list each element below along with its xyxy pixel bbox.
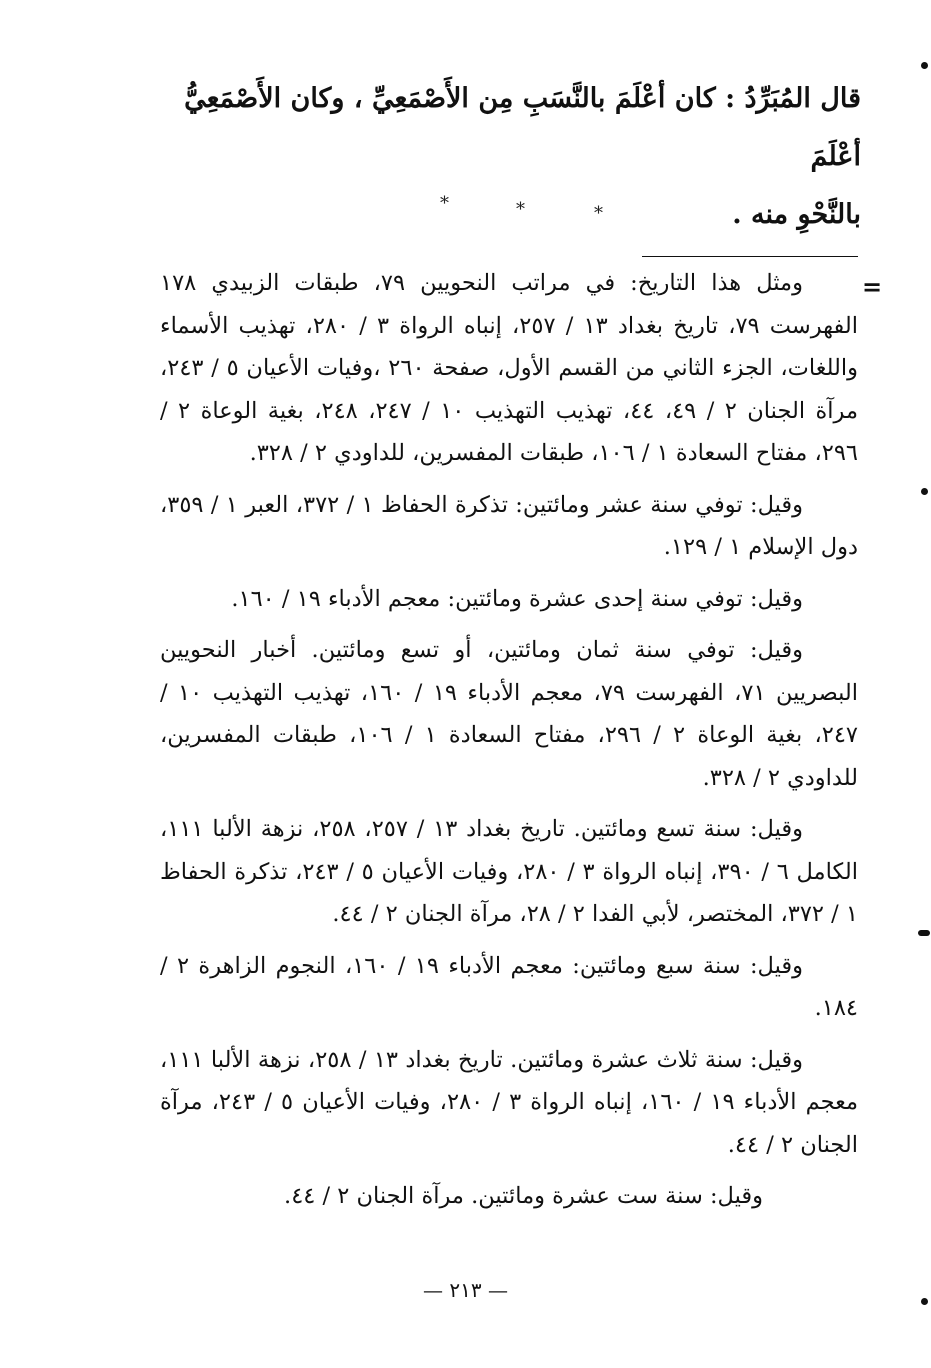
main-text-line-2: بالنَّحْوِ منه . bbox=[732, 199, 861, 230]
footnote-continuation-marker: = bbox=[862, 272, 883, 301]
footnote-paragraph: وقيل: توفي سنة ثمان ومائتين، أو تسع ومائتين. أخبار النحويين البصريين ٧١، الفهرست ٧٩، معجم الأدباء ١٩ / ١٦٠، تهذيب التهذيب ١٠ / ٢٤٧، بغية الوعاة ٢ / ٢٩٦، مفتاح السعادة ١ / ١٠٦، طبقات المفسرين، للداودي ٢ / ٣٢٨. bbox=[160, 637, 858, 791]
footnote-paragraph: ومثل هذا التاريخ: في مراتب النحويين ٧٩، طبقات الزبيدي ١٧٨ الفهرست ٧٩، تاريخ بغداد ١٣ / ٢٥٧، إنباه الرواة ٣ / ٢٨٠، تهذيب الأسماء واللغات، الجزء الثاني من القسم الأول، صفحة ٢٦٠ ،وفيات الأعيان ٥ / ٢٤٣، مرآة الجنان ٢ / ٤٩، ٤٤، تهذيب التهذيب ١٠ / ٢٤٧، ٢٤٨، بغية الوعاة ٢ / ٢٩٦، مفتاح السعادة ١ / ١٠٦، طبقات المفسرين، للداودي ٢ / ٣٢٨. bbox=[160, 270, 859, 466]
footnote-paragraph: وقيل: سنة ثلاث عشرة ومائتين. تاريخ بغداد ١٣ / ٢٥٨، نزهة الألبا ١١١، معجم الأدباء ١٩ / ١٦٠، إنباه الرواة ٣ / ٢٨٠، وفيات الأعيان ٥ / ٢٤٣، مرآة الجنان ٢ / ٤٤. bbox=[160, 1046, 859, 1158]
separator-star: * bbox=[594, 203, 603, 224]
scan-mark bbox=[921, 488, 928, 495]
section-separator bbox=[0, 193, 931, 223]
footnotes bbox=[160, 262, 858, 1227]
scan-mark bbox=[921, 1298, 928, 1305]
page-number: — ٢١٣ — bbox=[423, 1278, 508, 1302]
main-text-line-1: قال المُبَرِّدُ : كان أعْلَمَ بالنَّسَبِ مِن الأَصْمَعِيِّ ، وكان الأَصْمَعِيُّ أعْلَمَ bbox=[184, 83, 861, 172]
footnote-paragraph: وقيل: سنة ست عشرة ومائتين. مرآة الجنان ٢ / ٤٤. bbox=[284, 1183, 763, 1209]
scan-mark bbox=[918, 930, 930, 936]
footnote-paragraph: وقيل: سنة سبع ومائتين: معجم الأدباء ١٩ / ١٦٠، النجوم الزاهرة ٢ / ١٨٤. bbox=[160, 952, 858, 1021]
footnote-paragraph: وقيل: توفي سنة عشر ومائتين: تذكرة الحفاظ ١ / ٣٧٢، العبر ١ / ٣٥٩، دول الإسلام ١ / ١٢٩. bbox=[160, 491, 858, 560]
footnote-rule bbox=[642, 256, 858, 257]
separator-star: * bbox=[440, 193, 449, 214]
footnote-paragraph: وقيل: سنة تسع ومائتين. تاريخ بغداد ١٣ / ٢٥٧، ٢٥٨، نزهة الألبا ١١١، الكامل ٦ / ٣٩٠، إنباه الرواة ٣ / ٢٨٠، وفيات الأعيان ٥ / ٢٤٣، تذكرة الحفاظ ١ / ٣٧٢، المختصر، لأبي الفدا ٢ / ٢٨، مرآة الجنان ٢ / ٤٤. bbox=[160, 816, 858, 927]
separator-star: * bbox=[516, 199, 525, 220]
scan-mark bbox=[921, 62, 928, 69]
footnote-paragraph: وقيل: توفي سنة إحدى عشرة ومائتين: معجم الأدباء ١٩ / ١٦٠. bbox=[231, 585, 803, 612]
